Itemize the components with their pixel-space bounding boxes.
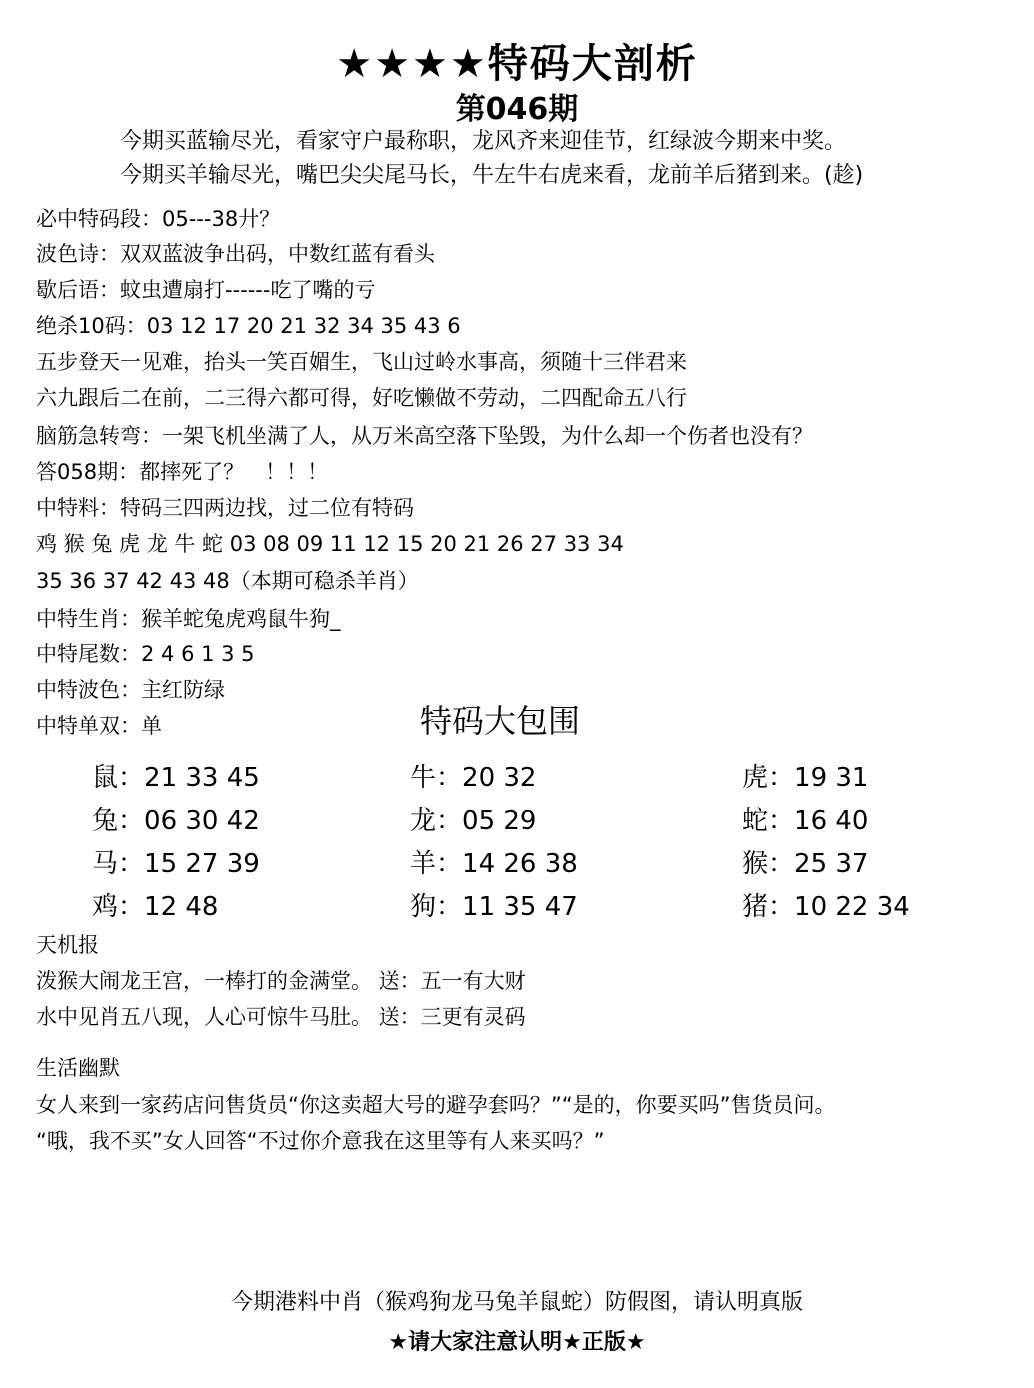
zodiac-cell: 猴：25 37: [742, 849, 869, 879]
zodiac-cell: 马：15 27 39: [92, 849, 260, 879]
info-line: 中特尾数：2 4 6 1 3 5: [36, 642, 255, 666]
zodiac-numbers: 25 37: [794, 849, 869, 879]
tianji-heading: 天机报: [36, 933, 99, 957]
tianji-line: 水中见肖五八现，人心可惊牛马肚。 送：三更有灵码: [36, 1005, 526, 1029]
zodiac-cell: 狗：11 35 47: [410, 892, 578, 922]
zodiac-numbers: 19 31: [794, 763, 869, 793]
zodiac-name: 鼠: [92, 763, 119, 793]
zodiac-numbers: 16 40: [794, 806, 869, 836]
footer-notice: 今期港料中肖（猴鸡狗龙马兔羊鼠蛇）防假图，请认明真版: [230, 1290, 803, 1315]
zodiac-name: 蛇: [742, 806, 769, 836]
zodiac-cell: 兔：06 30 42: [92, 806, 260, 836]
info-line: 六九跟后二在前，二三得六都可得，好吃懒做不劳动，二四配命五八行: [36, 386, 687, 410]
info-line: 中特生肖：猴羊蛇兔虎鸡鼠牛狗_: [36, 607, 341, 631]
info-line: 必中特码段：05---38廾？: [36, 207, 281, 231]
zodiac-name: 猪: [742, 892, 769, 922]
tianji-line: 泼猴大闹龙王宫，一棒打的金满堂。 送：五一有大财: [36, 969, 526, 993]
zodiac-numbers: 05 29: [462, 806, 537, 836]
zodiac-numbers: 10 22 34: [794, 892, 910, 922]
zodiac-name: 羊: [410, 849, 437, 879]
zodiac-cell: 牛：20 32: [410, 763, 537, 793]
page-title: ★★★★特码大剖析: [336, 41, 698, 87]
footer-authentic: ★请大家注意认明★正版★: [388, 1330, 646, 1355]
zodiac-cell: 猪：10 22 34: [742, 892, 910, 922]
poem-line-1: 今期买蓝输尽光，看家守户最称职，龙风齐来迎佳节，红绿波今期来中奖。: [120, 129, 847, 154]
humor-heading: 生活幽默: [36, 1056, 120, 1080]
zodiac-name: 猴: [742, 849, 769, 879]
zodiac-numbers: 11 35 47: [462, 892, 578, 922]
zodiac-name: 马: [92, 849, 119, 879]
info-line: 脑筋急转弯：一架飞机坐满了人，从万米高空落下坠毁，为什么却一个伤者也没有？: [36, 424, 813, 448]
zodiac-cell: 羊：14 26 38: [410, 849, 578, 879]
info-line: 五步登天一见难，抬头一笑百媚生，飞山过岭水事高，须随十三伴君来: [36, 350, 687, 374]
humor-line: “哦，我不买”女人回答“不过你介意我在这里等有人来买吗？”: [36, 1129, 605, 1153]
zodiac-numbers: 14 26 38: [462, 849, 578, 879]
zodiac-numbers: 21 33 45: [144, 763, 260, 793]
info-line: 歇后语：蚊虫遭扇打------吃了嘴的亏: [36, 278, 376, 302]
zodiac-cell: 鸡：12 48: [92, 892, 219, 922]
info-line: 波色诗：双双蓝波争出码，中数红蓝有看头: [36, 242, 435, 266]
zodiac-numbers: 12 48: [144, 892, 219, 922]
info-line: 答058期：都摔死了？ ！！！: [36, 460, 329, 484]
info-line: 鸡 猴 兔 虎 龙 牛 蛇 03 08 09 11 12 15 20 21 26 27 33 34: [36, 532, 624, 556]
zodiac-cell: 蛇：16 40: [742, 806, 869, 836]
zodiac-cell: 虎：19 31: [742, 763, 869, 793]
zodiac-cell: 龙：05 29: [410, 806, 537, 836]
zodiac-name: 虎: [742, 763, 769, 793]
zodiac-numbers: 06 30 42: [144, 806, 260, 836]
issue-number: 第046期: [455, 92, 579, 127]
info-line: 中特料：特码三四两边找，过二位有特码: [36, 496, 414, 520]
info-line: 中特波色：主红防绿: [36, 678, 225, 702]
humor-line: 女人来到一家药店问售货员“你这卖超大号的避孕套吗？”“是的，你要买吗”售货员问。: [36, 1093, 836, 1117]
zodiac-name: 鸡: [92, 892, 119, 922]
grid-title: 特码大包围: [419, 702, 580, 740]
zodiac-numbers: 20 32: [462, 763, 537, 793]
zodiac-cell: 鼠：21 33 45: [92, 763, 260, 793]
zodiac-name: 牛: [410, 763, 437, 793]
zodiac-name: 狗: [410, 892, 437, 922]
poem-line-2: 今期买羊输尽光，嘴巴尖尖尾马长，牛左牛右虎来看，龙前羊后猪到来。(趁): [120, 163, 864, 188]
zodiac-numbers: 15 27 39: [144, 849, 260, 879]
zodiac-name: 兔: [92, 806, 119, 836]
info-line: 35 36 37 42 43 48（本期可稳杀羊肖）: [36, 569, 419, 593]
zodiac-name: 龙: [410, 806, 437, 836]
info-line: 绝杀10码：03 12 17 20 21 32 34 35 43 6: [36, 314, 461, 338]
info-line: 中特单双：单: [36, 714, 162, 738]
